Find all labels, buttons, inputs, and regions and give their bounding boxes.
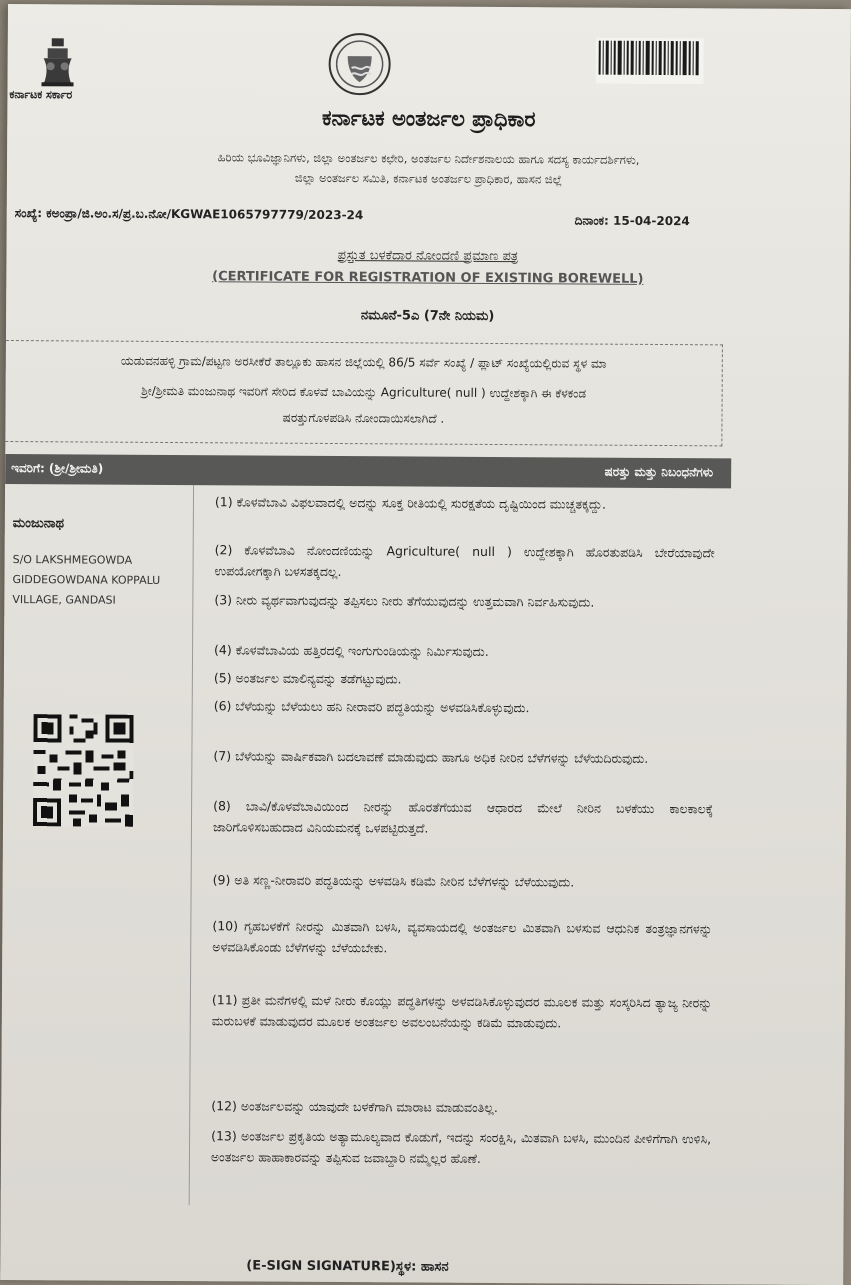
address-line2: GIDDEGOWDANA KOPPALU [12, 573, 161, 587]
conditions-heading: ಷರತ್ತು ಮತ್ತು ನಿಬಂಧನೆಗಳು [604, 464, 714, 480]
reference-number: ಸಂಖ್ಯೆ: ಕಅಂಪ್ರಾ/ಜಿ.ಅಂ.ಸ/ಪ್ರ.ಬ.ನೋ/KGWAE1065797779/2023-24 [14, 206, 364, 223]
condition-item: (5) ಅಂತರ್ಜಲ ಮಾಲಿನ್ಯವನ್ನು ತಡೆಗಟ್ಟುವುದು. [213, 670, 402, 687]
condition-item: (12) ಅಂತರ್ಜಲವನ್ನು ಯಾವುದೇ ಬಳಕೆಗಾಗಿ ಮಾರಾಟ ಮಾಡುವಂತಿಲ್ಲ. [211, 1098, 498, 1116]
address-line3: VILLAGE, GANDASI [12, 593, 116, 607]
statement-line1: ಯಡುವನಹಳ್ಳಿ ಗ್ರಾಮ/ಪಟ್ಟಣ ಅರಸೀಕೆರೆ ತಾಲ್ಲೂಕು ಹಾಸನ ಜಿಲ್ಲೆಯಲ್ಲಿ 86/5 ಸರ್ವೆ ಸಂಖ್ಯೆ / ಪ್ಲಾಟ್ ಸಂಖ್ಯೆಯಲ್ಲಿರುವ ಸ್ಥಳ ಮಾ [120, 353, 607, 371]
condition-item: (9) ಅತಿ ಸಣ್ಣ-ನೀರಾವರಿ ಪದ್ಧತಿಯನ್ನು ಅಳವಡಿಸಿ ಕಡಿಮೆ ನೀರಿನ ಬೆಳೆಗಳನ್ನು ಬೆಳೆಯುವುದು. [212, 872, 575, 890]
org-subtitle [27, 146, 830, 191]
org-subtitle-line1: ಹಿರಿಯ ಭೂವಿಜ್ಞಾನಿಗಳು, ಜಿಲ್ಲಾ ಅಂತರ್ಜಲ ಕಛೇರಿ, ಅಂತರ್ಜಲ ನಿರ್ದೇಶನಾಲಯ ಹಾಗೂ ಸದಸ್ಯ ಕಾರ್ಯದರ್ಶಿಗಳು, [217, 150, 640, 167]
org-title: ಕರ್ನಾಟಕ ಅಂತರ್ಜಲ ಪ್ರಾಧಿಕಾರ [322, 105, 536, 132]
condition-item: (4) ಕೊಳವೆಬಾವಿಯ ಹತ್ತಿರದಲ್ಲಿ ಇಂಗುಗುಂಡಿಯನ್ನು ನಿರ್ಮಿಸುವುದು. [214, 642, 489, 659]
statement-line2: ಶ್ರೀ/ಶ್ರೀಮತಿ ಮಂಜುನಾಥ ಇವರಿಗೆ ಸೇರಿದ ಕೊಳವೆ ಬಾವಿಯನ್ನು Agriculture( null ) ಉದ್ದೇಶಕ್ಕಾಗಿ ಈ ಕೆಳಕಂಡ [141, 383, 587, 401]
condition-item: (6) ಬೆಳೆಯನ್ನು ಬೆಳೆಯಲು ಹನಿ ನೀರಾವರಿ ಪದ್ಧತಿಯನ್ನು ಅಳವಡಿಸಿಕೊಳ್ಳುವುದು. [213, 698, 530, 716]
barcode-icon [596, 38, 704, 85]
authority-seal-icon [327, 32, 391, 96]
condition-item: (3) ನೀರು ವ್ಯರ್ಥವಾಗುವುದನ್ನು ತಪ್ಪಿಸಲು ನೀರು ತೆಗೆಯುವುದನ್ನು ಉತ್ತಮವಾಗಿ ನಿರ್ವಹಿಸುವುದು. [214, 592, 595, 610]
holder-address [12, 550, 160, 611]
address-line1: S/O LAKSHMEGOWDA [12, 553, 133, 567]
condition-item: (13) ಅಂತರ್ಜಲ ಪ್ರಕೃತಿಯ ಅತ್ಯಾಮೂಲ್ಯವಾದ ಕೊಡುಗೆ, ಇದನ್ನು ಸಂರಕ್ಷಿಸಿ, ಮಿತವಾಗಿ ಬಳಸಿ, ಮುಂದಿನ ಪೀಳಿಗೆಗಾಗಿ ಉಳಿಸಿ, ಅಂತರ್ಜಲ ಹಾಹಾಕಾರವನ್ನು ತಪ್ಪಿಸುವ ಜವಾಬ್ದಾರಿ ನಮ್ಮೆಲ್ಲರ ಹೊಣೆ. [210, 1128, 712, 1166]
form-number: ನಮೂನೆ-5ಎ (7ನೇ ನಿಯಮ) [360, 308, 495, 324]
certificate-title-english: (CERTIFICATE FOR REGISTRATION OF EXISTING BOREWELL) [212, 269, 644, 287]
condition-item: (8) ಬಾವಿ/ಕೊಳವೆಬಾವಿಯಿಂದ ನೀರನ್ನು ಹೊರತೆಗೆಯುವ ಆಧಾರದ ಮೇಲೆ ನೀರಿನ ಬಳಕೆಯು ಕಾಲಕಾಲಕ್ಕೆ ಜಾರಿಗೊಳಿಸಬಹುದಾದ ವಿನಿಯಮನಕ್ಕೆ ಒಳಪಟ್ಟಿರುತ್ತದೆ. [212, 798, 714, 836]
registration-statement [5, 340, 723, 446]
org-subtitle-line2: ಜಿಲ್ಲಾ ಅಂತರ್ಜಲ ಸಮಿತಿ, ಕರ್ನಾಟಕ ಅಂತರ್ಜಲ ಪ್ರಾಧಿಕಾರ, ಹಾಸನ ಜಿಲ್ಲೆ [294, 170, 562, 187]
condition-item: (2) ಕೊಳವೆಬಾವಿ ನೋಂದಣಿಯನ್ನು Agriculture( null ) ಉದ್ದೇಶಕ್ಕಾಗಿ ಹೊರತುಪಡಿಸಿ ಬೇರೆಯಾವುದೇ ಉಪಯೋಗಕ್ಕಾಗಿ ಬಳಸತಕ್ಕದಲ್ಲ. [214, 542, 715, 580]
qr-code-icon [33, 714, 134, 827]
holder-panel [1, 484, 194, 1205]
holder-heading: ಇವರಿಗೆ: (ಶ್ರೀ/ಶ್ರೀಮತಿ) [11, 461, 104, 476]
section-header-band [5, 454, 731, 488]
holder-name: ಮಂಜುನಾಥ [12, 516, 65, 532]
certificate-page [0, 4, 851, 1285]
condition-item: (7) ಬೆಳೆಯನ್ನು ವಾರ್ಷಿಕವಾಗಿ ಬದಲಾವಣೆ ಮಾಡುವುದು ಹಾಗೂ ಅಧಿಕ ನೀರಿನ ಬೆಳೆಗಳನ್ನು ಬೆಳೆಯದಿರುವುದು. [213, 748, 649, 766]
esign-signature-place: (E-SIGN SIGNATURE)ಸ್ಥಳ: ಹಾಸನ [246, 1258, 449, 1275]
karnataka-emblem-icon [37, 36, 77, 88]
condition-item: (10) ಗೃಹಬಳಕೆಗೆ ನೀರನ್ನು ಮಿತವಾಗಿ ಬಳಸಿ, ವ್ಯವಸಾಯದಲ್ಲಿ ಅಂತರ್ಜಲ ಮಿತವಾಗಿ ಬಳಸುವ ಆಧುನಿಕ ತಂತ್ರಜ್ಞಾನಗಳನ್ನು ಅಳವಡಿಸಿಕೊಂಡು ಬೆಳೆಗಳನ್ನು ಬೆಳೆಯಬೇಕು. [212, 918, 713, 956]
issue-date: ದಿನಾಂಕ: 15-04-2024 [574, 213, 690, 229]
condition-item: (11) ಪ್ರತೀ ಮನೆಗಳಲ್ಲಿ ಮಳೆ ನೀರು ಕೊಯ್ಲು ಪದ್ಧತಿಗಳನ್ನು ಅಳವಡಿಸಿಕೊಳ್ಳುವುದರ ಮೂಲಕ ಮತ್ತು ಸಂಸ್ಕರಿಸಿದ ತ್ಯಾಜ್ಯ ನೀರನ್ನು ಮರುಬಳಕೆ ಮಾಡುವುದರ ಮೂಲಕ ಅಂತರ್ಜಲ ಅವಲಂಬನೆಯನ್ನು ಕಡಿಮೆ ಮಾಡುವುದು. [211, 992, 712, 1031]
certificate-title-kannada: ಪ್ರಸ್ತುತ ಬಳಕೆದಾರ ನೋಂದಣಿ ಪ್ರಮಾಣ ಪತ್ರ [337, 248, 519, 265]
condition-item: (1) ಕೊಳವೆಬಾವಿ ವಿಫಲವಾದಲ್ಲಿ ಅದನ್ನು ಸೂಕ್ತ ರೀತಿಯಲ್ಲಿ ಸುರಕ್ಷತೆಯ ದೃಷ್ಟಿಯಿಂದ ಮುಚ್ಚತಕ್ಕದ್ದು. [214, 494, 607, 512]
emblem-label: ಕರ್ನಾಟಕ ಸರ್ಕಾರ [9, 88, 73, 102]
statement-line3: ಷರತ್ತುಗೊಳಪಡಿಸಿ ನೋಂದಾಯಿಸಲಾಗಿದೆ . [282, 410, 445, 426]
